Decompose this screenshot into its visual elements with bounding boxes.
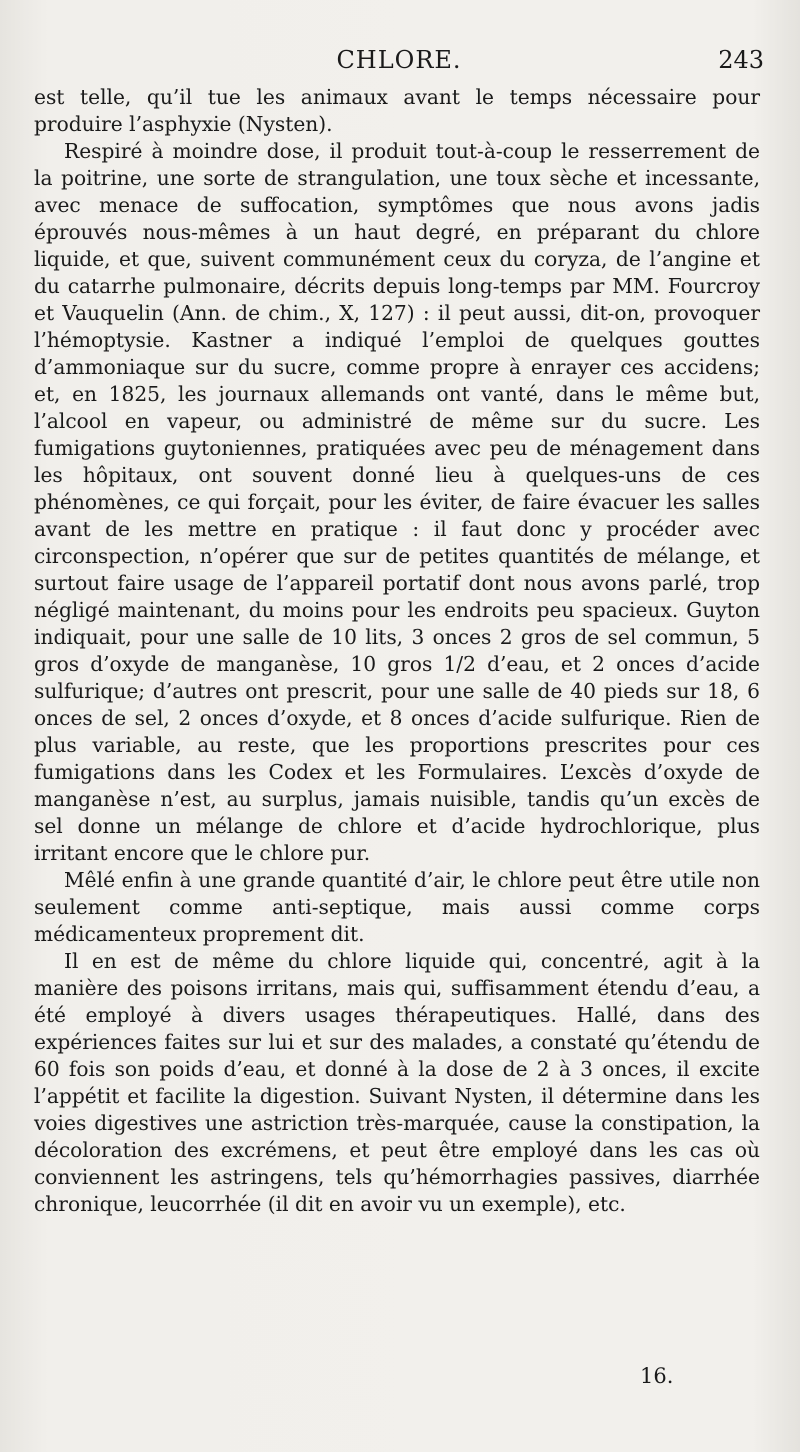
- signature-mark: 16.: [640, 1364, 674, 1388]
- running-title: CHLORE.: [336, 46, 462, 74]
- body-text: [34, 84, 760, 1218]
- page-header: [34, 46, 764, 80]
- paragraph-air-mixture: Mêlé enfin à une grande quantité d’air, le chlore peut être utile non seulement comme anti-septique, mais aussi comme corps médicamenteux proprement dit.: [34, 868, 760, 946]
- paragraph-respiration: Respiré à moindre dose, il produit tout-à-coup le resserrement de la poitrine, une sorte de strangulation, une toux sèche et incessante, avec menace de suffocation, symptômes que nous avons jadis éprouvés nous-mêmes à un haut degré, en préparant du chlore liquide, et que, suivent communément ceux du coryza, de l’angine et du catarrhe pulmonaire, décrits depuis long-temps par MM. Fourcroy et Vauquelin (Ann. de chim., X, 127) : il peut aussi, dit-on, provoquer l’hémoptysie. Kastner a indiqué l’emploi de quelques gouttes d’ammoniaque sur du sucre, comme propre à enrayer ces accidens; et, en 1825, les journaux allemands ont vanté, dans le même but, l’alcool en vapeur, ou administré de même sur du sucre. Les fumigations guytoniennes, pratiquées avec peu de ménagement dans les hôpitaux, ont souvent donné lieu à quelques-uns de ces phénomènes, ce qui forçait, pour les éviter, de faire évacuer les salles avant de les mettre en pratique : il faut donc y procéder avec circonspection, n’opérer que sur de petites quantités de mélange, et surtout faire usage de l’appareil portatif dont nous avons parlé, trop négligé maintenant, du moins pour les endroits peu spacieux. Guyton indiquait, pour une salle de 10 lits, 3 onces 2 gros de sel commun, 5 gros d’oxyde de manganèse, 10 gros 1/2 d’eau, et 2 onces d’acide sulfurique; d’autres ont prescrit, pour une salle de 40 pieds sur 18, 6 onces de sel, 2 onces d’oxyde, et 8 onces d’acide sulfurique. Rien de plus variable, au reste, que les proportions prescrites pour ces fumigations dans les Codex et les Formulaires. L’excès d’oxyde de manganèse n’est, au surplus, jamais nuisible, tandis qu’un excès de sel donne un mélange de chlore et d’acide hydrochlorique, plus irritant encore que le chlore pur.: [34, 139, 760, 865]
- page-number: 243: [718, 46, 764, 74]
- paragraph-continuation: est telle, qu’il tue les animaux avant le temps nécessaire pour produire l’asphyxie (Nysten).: [34, 85, 760, 136]
- paragraph-liquid-chlorine: Il en est de même du chlore liquide qui, concentré, agit à la manière des poisons irritans, mais qui, suffisamment étendu d’eau, a été employé à divers usages thérapeutiques. Hallé, dans des expériences faites sur lui et sur des malades, a constaté qu’étendu de 60 fois son poids d’eau, et donné à la dose de 2 à 3 onces, il excite l’appétit et facilite la digestion. Suivant Nysten, il détermine dans les voies digestives une astriction très-marquée, cause la constipation, la décoloration des excrémens, et peut être employé dans les cas où conviennent les astringens, tels qu’hémorrhagies passives, diarrhée chronique, leucorrhée (il dit en avoir vu un exemple), etc.: [34, 949, 760, 1216]
